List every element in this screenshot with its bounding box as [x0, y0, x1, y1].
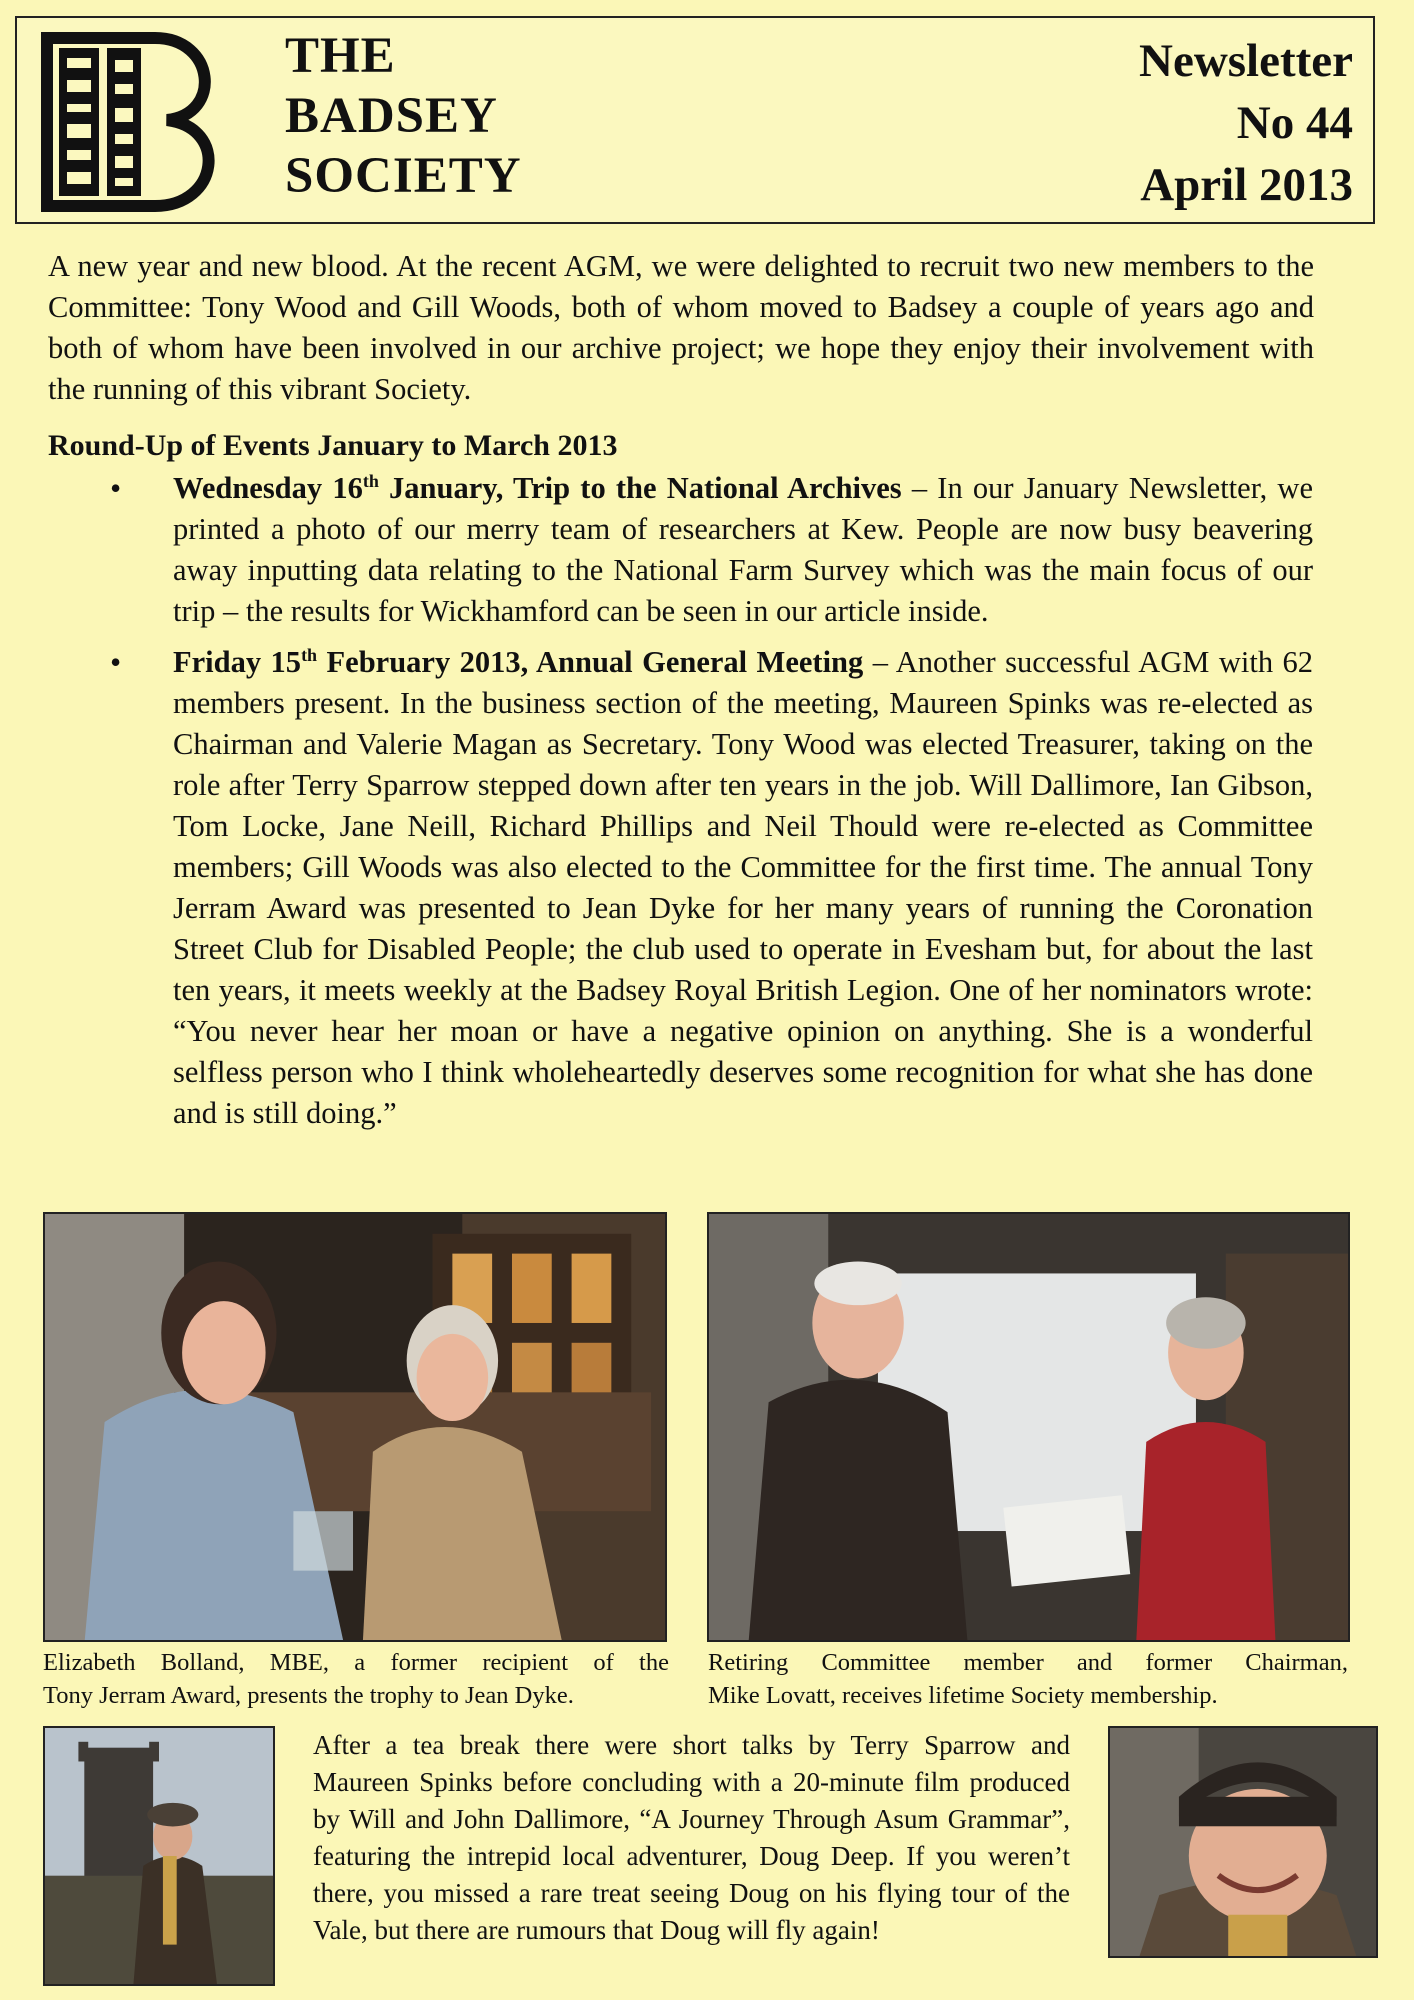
issue-date: April 2013 [1140, 159, 1353, 211]
caption-line: Tony Jerram Award, presents the trophy to Jean Dyke. [43, 1682, 574, 1709]
society-name-line: BADSEY [285, 88, 498, 144]
event-title-rest: January, Trip to the National Archives [378, 471, 902, 505]
issue-info [1139, 30, 1353, 216]
photo-doug-deep-church [43, 1726, 275, 1986]
newsletter-label: Newsletter [1139, 35, 1353, 87]
ordinal-suffix: th [362, 470, 379, 491]
event-title-date: Friday 15 [173, 645, 302, 679]
list-item [48, 468, 1314, 632]
events-list [48, 468, 1314, 1144]
event-title [173, 471, 902, 505]
society-name [285, 26, 522, 206]
bullet-icon: • [110, 644, 122, 680]
masthead [15, 16, 1375, 224]
ordinal-suffix: th [301, 644, 318, 665]
society-logo [37, 32, 237, 212]
event-body: – Another successful AGM with 62 members present. In the business section of the meeting, Maureen Spinks was re-elected as Chairman and Valerie Magan as Secretary. Tony Wood was elected Treasurer, taking on the role after Terry Sparrow stepped down after ten years in the job. Will Dallimore, Ian Gibson, Tom Locke, Jane Neill, Richard Phillips and Neil Thould were re-elected as Committee members; Gill Woods was also elected to the Committee for the first time. The annual Tony Jerram Award was presented to Jean Dyke for her many years of running the Coronation Street Club for Disabled People; the club used to operate in Evesham but, for about the last ten years, it meets weekly at the Badsey Royal British Legion. One of her nominators wrote: “You never hear her moan or have a negative opinion on anything. She is a wonderful selfless person who I think wholeheartedly deserves some recognition for what she has done and is still doing.” [173, 645, 1314, 1130]
bullet-icon: • [110, 470, 122, 506]
caption-membership-presentation [708, 1646, 1348, 1712]
photo-membership-presentation [707, 1212, 1350, 1642]
caption-award-presentation [43, 1646, 669, 1712]
society-name-line: SOCIETY [285, 148, 522, 204]
event-body: – In our January Newsletter, we printed a photo of our merry team of researchers at Kew. People are now busy beavering away inputting data relating to the National Farm Survey which was the main focus of our trip – the results for Wickhamford can be seen in our article inside. [173, 471, 1313, 628]
photo-award-presentation [43, 1212, 667, 1642]
caption-line: Mike Lovatt, receives lifetime Society membership. [708, 1682, 1218, 1709]
caption-line: Elizabeth Bolland, MBE, a former recipient of the [43, 1649, 669, 1676]
issue-number: No 44 [1236, 97, 1353, 149]
intro-paragraph: A new year and new blood. At the recent AGM, we were delighted to recruit two new members to the Committee: Tony Wood and Gill Woods, both of whom moved to Badsey a couple of years ago and both of whom have been involved in our archive project; we hope they enjoy their involvement with the running of this vibrant Society. [48, 249, 1314, 406]
list-item [48, 642, 1314, 1134]
event-title-rest: February 2013, Annual General Meeting [317, 645, 864, 679]
closing-paragraph: After a tea break there were short talks by Terry Sparrow and Maureen Spinks before concluding with a 20-minute film produced by Will and John Dallimore, “A Journey Through Asum Grammar”, featuring the intrepid local adventurer, Doug Deep. If you weren’t there, you missed a rare treat seeing Doug on his flying tour of the Vale, but there are rumours that Doug will fly again! [313, 1730, 1070, 1945]
event-title [173, 645, 863, 679]
event-text [173, 642, 1313, 1134]
caption-line: Retiring Committee member and former Chairman, [708, 1649, 1348, 1676]
event-title-date: Wednesday 16 [173, 471, 363, 505]
event-text [173, 468, 1313, 632]
society-name-line: THE [285, 28, 396, 84]
photo-doug-deep-portrait [1108, 1726, 1378, 1958]
section-heading: Round-Up of Events January to March 2013 [48, 429, 618, 462]
